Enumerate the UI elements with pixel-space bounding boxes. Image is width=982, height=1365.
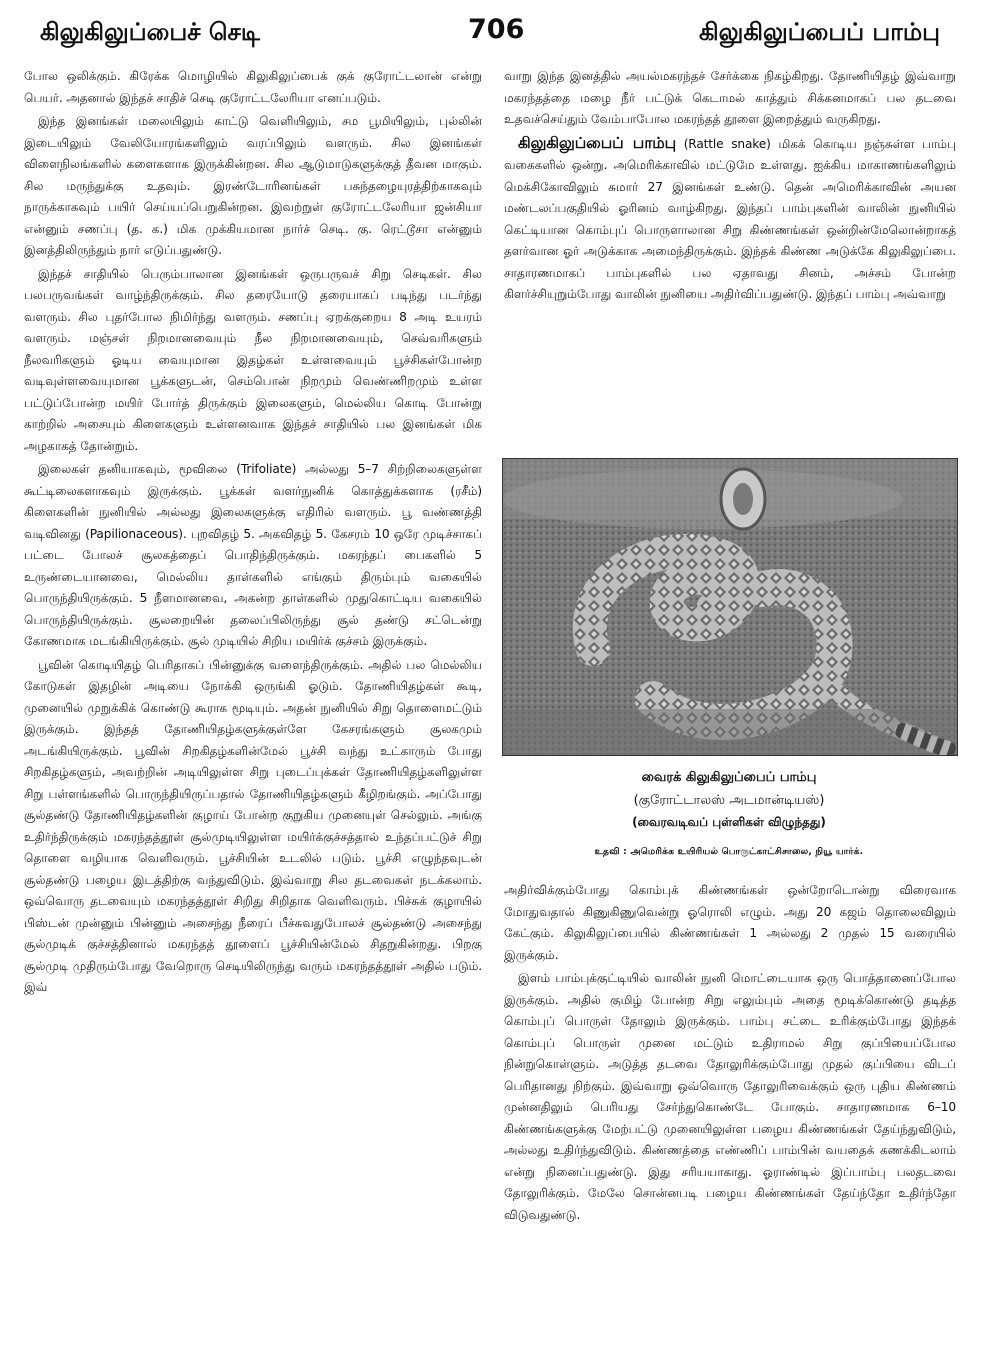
paragraph: வாறு இந்த இனத்தில் அயல்மகரந்தச் சேர்க்கை நிகழ்கிறது. தோணியிதழ் இவ்வாறு மகரந்தத்தை மழை நீர் பட்டுக் கெடாமல் காத்தும் சிக்கனமாகப் பல தடவை உதவச்செய்தும் வேம்பாபோல மகரந்தத் தூளை இறைத்தும் வருகிறது. [504,69,956,126]
paragraph: பூவின் கொடியிதழ் பெரிதாகப் பின்னுக்கு வளைந்திருக்கும். அதில் பல மெல்லிய கோடுகள் இதழின் அடியை நோக்கி ஒருங்கி ஓடும். தோணியிதழ்கள் கூடி, முனையில் முறுக்கிக் கொண்டு கூராக மூடியும். அதன் நுனியில் சிறு தொளைமட்டும் இருக்கும். இந்தத் தோணியிதழ்களுக்குள்ளே கேசரங்களும் சூலகமும் அடங்கியிருக்கும். பூவின் சிறகிதழ்களின்மேல் பூச்சி வந்து உட்காரும் போது சிறகிதழ்களும், அவற்றின் அடியிலுள்ள சிறு புடைப்புக்கள் தோணியிதழ்களிலுள்ள சிறு பள்ளங்களில் பொருந்தியிருப்பதால் தோணியிதழ்களும் கீழிறங்கும். அப்போது சூல்தண்டு தோணியிதழ்களின் குழாய் போன்ற குறுகிய முனையுள் செல்லும். அங்கு உதிர்ந்திருக்கும் மகரந்தத்தூள் சூல்முடியிலுள்ள மயிர்க்குச்சத்தால் உந்தப்பட்டுச் சிறு தொளை வழியாக வெளிவரும். பூச்சியின் உடலில் படும். பூச்சி எழுந்தவுடன் சூல்தண்டு பழைய இடத்திற்கு வந்துவிடும். இவ்வாறு சில தடவைகள் நடக்கலாம். ஒவ்வொரு தடவையும் மகரந்தத்தூள் சிறிது சிறிதாக வெளிவரும். பிச்சுக் குழாயில் பிஸ்டன் முன்னும் பின்னும் அசைந்து நீரைப் பீச்சுவதுபோலச் சூல்தண்டு அசைந்து சூல்முடிக் குச்சத்தினால் மகரந்தத் தூளைப் பூச்சியின்மேல் சிதறுகின்றது. பிறகு சூல்முடி முதிரும்போது வேறொரு செடியிலிருந்து வரும் மகரந்தத்தூள் அதில் படும். இவ் [24,657,482,994]
article-text: மிகக் கொடிய நஞ்சுள்ள பாம்பு வகைகளில் ஒன்று. அமெரிக்காவில் மட்டுமே உள்ளது. ஐக்கிய மாகாணங்களிலும் மெக்சிகோவிலும் சுமார் 27 இனங்கள் உண்டு. தென் அமெரிக்காவின் அயன மண்டலப்பகுதியில் ஓரினம் வாழ்கிறது. இந்தப் பாம்புகளின் வாலின் நுனியில் கெட்டியான கொம்புப் பொருளாலான சிறு கிண்ணங்கள் ஒன்றின்மேலொன்றாகத் தளர்வான ஓர் அடுக்காக அமைந்திருக்கும். இந்தக் கிண்ண அடுக்கே கிலுகிலுப்பை. சாதாரணமாகப் பாம்புகளில் பல ஏதாவது சினம், அச்சம் போன்ற கிளர்ச்சியுறும்போது வாலின் நுனியை அதிர்விப்பதுண்டு. இந்தப் பாம்பு அவ்வாறு [504,136,956,301]
right-column-top [504,66,956,456]
left-column [24,66,482,1356]
running-head-right: கிலுகிலுப்பைப் பாம்பு [699,18,940,46]
article-title: கிலுகிலுப்பைப் பாம்பு [518,133,676,152]
figure-caption-title: வைரக் கிலுகிலுப்பைப் பாம்பு [641,770,817,785]
paragraph: இந்தச் சாதியில் பெரும்பாலான இனங்கள் ஒருபருவச் சிறு செடிகள். சில பலபருவங்கள் வாழ்ந்திருக்கும். சில தரையோடு தரையாகப் படிந்து படர்ந்து வளரும். சில புதர்போல நிமிர்ந்து வளரும். சணப்பு ஏறக்குறைய 8 அடி உயரம் வளரும். மஞ்சள் நிறமானவையும் நீல நிறமானவையும், செவ்வரிகளும் நீலவரிகளும் ஓடிய வையுமான இதழ்கள் உள்ளவையும் பூச்சிகள்போன்ற வடிவுள்ளவையுமான பூக்களுடன், செம்பொன் நிறமும் வெண்ணிறமும் உள்ள பட்டுப்போன்ற மயிர் போர்த் திருக்கும் இலைகளும், மெல்லிய கொடி போன்று காற்றில் அசையும் கிளைகளும் உள்ளனவாக இந்தச் சாதியில் பல இனங்கள் மிக அழகாகத் தோன்றும். [24,266,482,453]
right-column-bottom [504,880,956,1350]
figure-caption-scientific-name: (குரோட்டாலஸ் அடமான்டியஸ்) [633,793,825,808]
figure-credit: உதவி : அமெரிக்க உயிரியல் பொருட்காட்சிசாலை, நியூ யார்க். [594,847,864,857]
paragraph: அதிர்விக்கும்போது கொம்புக் கிண்ணங்கள் ஒன்றோடொன்று விரைவாக மோதுவதால் கிணுகிணுவென்று ஓரொலி எழும். அது 20 கஜம் தொலைவிலும் கேட்கும். கிலுகிலுப்பையில் கிண்ணங்கள் 1 அல்லது 2 முதல் 15 வரையில் இருக்கும். [504,883,956,962]
article-title-english: (Rattle snake) [683,136,771,151]
article-entry [504,133,956,306]
paragraph: இளம் பாம்புக்குட்டியில் வாலின் நுனி மொட்டையாக ஒரு பொத்தானைப்போல இருக்கும். அதில் குமிழ் போன்ற சிறு எலும்பும் அதை மூடிக்கொண்டு தடித்த கொம்புப் பொருள் தோலும் இருக்கும். பாம்பு சட்டை உரிக்கும்போது இந்தக் கொம்புப் பொருள் முனை மட்டும் உதிராமல் சிறு குப்பியைப்போல நின்றுகொள்ளும். அடுத்த தடவை தோலுரிக்கும்போது முதல் குப்பியை விடப் பெரிதானது நிற்கும். இவ்வாறு ஒவ்வொரு தோலுரிவைக்கும் ஒரு புதிய கிண்ணம் முன்னதிலும் பெரியது சேர்ந்துகொண்டே போகும். சாதாரணமாக 6–10 கிண்ணங்களுக்கு மேற்பட்டு முனையிலுள்ள பழைய கிண்ணங்கள் தேய்ந்துவிடும், அல்லது உதிர்ந்துவிடும். கிண்ணத்தை எண்ணிப் பாம்பின் வயதைக் கணக்கிடலாம் என்று நினைப்பதுண்டு. இது சரியயாகாது. ஓராண்டில் இப்பாம்பு பலதடவை தோலுரிக்கும். மேலே சொன்னபடி பழைய கிண்ணங்கள் தேய்ந்தோ உதிர்ந்தோ விடுவதுண்டு. [504,971,956,1222]
snake-illustration [503,459,957,755]
running-head-left: கிலுகிலுப்பைச் செடி [40,18,260,46]
page-number: 706 [468,14,525,45]
rattlesnake-photo [502,458,958,756]
figure-caption-note: (வைரவடிவப் புள்ளிகள் விழுந்தது) [632,815,826,829]
paragraph: இலைகள் தனியாகவும், மூவிலை (Trifoliate) அல்லது 5–7 சிற்றிலைகளுள்ள கூட்டிலைகளாகவும் இருக்கும். பூக்கள் வளர்நுனிக் கொத்துக்களாக (ரசீம்) கிளைகளின் நுனியில் அல்லது இலைகளுக்கு எதிரில் வளரும். பூ வண்ணத்தி வடிவினது (Papilionaceous). புறவிதழ் 5. அகவிதழ் 5. கேசரம் 10 ஒரே முடிச்சாகப் பட்டை போலச் சூலகத்தைப் பொதிந்திருக்கும். மகரந்தப் பைகளில் 5 உருண்டையானவை, மெல்லிய தாள்களில் எங்கும் திரும்பும் வகையில் பொருந்தியிருக்கும். 5 நீளமானவை, அகன்ற தாள்களில் முதுகொட்டிய வகையில் பொருந்தியிருக்கும். சூலறையின் தலைப்பிலிருந்து சூல் தண்டு சட்டென்று கோணமாக மடங்கியிருக்கும். சூல் முடியில் சிறிய மயிர்க் குச்சம் இருக்கும். [24,462,482,648]
paragraph: இந்த இனங்கள் மலையிலும் காட்டு வெளியிலும், சம பூமியிலும், புல்லின் இடையிலும் வேலியோரங்களிலும் வரப்பிலும் வளரும். சில இனங்கள் விளைநிலங்களில் களைகளாக இருக்கின்றன. சில ஆடுமாடுகளுக்குத் தீவன மாகும். சில மருந்துக்கு உதவும். இரண்டோரினங்கள் பசுந்தழையுரத்திற்காகவும் நாருக்காகவும் பயிர் செய்யப்பெறுகின்றன. இவற்றுள் குரோட்டலேரியா ஜன்சியா என்னும் சணப்பு (த. க.) மிக முக்கியமான நார்ச் செடி. கு. ரெட்டூசா என்னும் இனத்திலிருந்தும் நார் எடுப்பதுண்டு. [24,114,482,257]
page-header [0,0,982,60]
paragraph: போல ஒலிக்கும். கிரேக்க மொழியில் கிலுகிலுப்பைக் குக் குரோட்டலான் என்று பெயர். அதனால் இந்தச் சாதிச் செடி குரோட்டலேரியா எனப்படும். [24,69,482,105]
